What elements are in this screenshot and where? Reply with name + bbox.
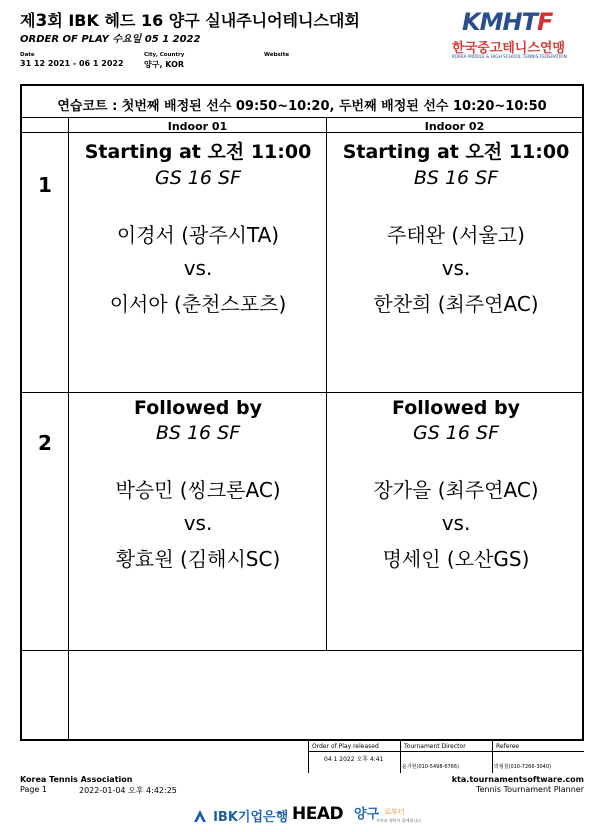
released-value: 04 1 2022 오후 4:41 xyxy=(324,756,384,763)
referee-value: 박형철(010-7266-3040) xyxy=(494,764,551,770)
yanggu-subtext: 자연과 행복이 함께합니다 xyxy=(376,818,422,823)
director-value: 윤기현(010-5498-6766) xyxy=(402,764,459,770)
versus-label: vs. xyxy=(183,511,213,535)
logo-wordmark: KMHTF xyxy=(462,8,553,36)
match-event: GS 16 SF xyxy=(154,167,242,189)
practice-court-notice: 연습코트 : 첫번째 배정된 선수 09:50~10:20, 두번째 배정된 선수 10:20~10:50 xyxy=(57,99,547,114)
divider xyxy=(22,117,582,118)
match-start-time: Starting at 오전 11:00 xyxy=(84,141,312,163)
player-1: 장가을 (최주연AC) xyxy=(373,478,539,502)
city-value: 양구, KOR xyxy=(144,60,185,69)
match-event: GS 16 SF xyxy=(412,422,500,444)
page-number: Page 1 xyxy=(20,785,47,794)
ibk-mark-icon xyxy=(192,808,208,824)
officials-table xyxy=(308,741,584,773)
divider xyxy=(22,392,582,393)
referee-label: Referee xyxy=(496,743,520,750)
divider xyxy=(308,741,309,773)
divider xyxy=(400,741,401,773)
match-start-time: Followed by xyxy=(134,397,262,419)
match-cell xyxy=(69,137,327,317)
order-of-play-subtitle: ORDER OF PLAY 수요일 05 1 2022 xyxy=(20,34,201,45)
player-2: 이서아 (춘천스포츠) xyxy=(109,292,287,316)
player-1: 주태완 (서울고) xyxy=(387,223,525,247)
ibk-logo xyxy=(192,805,288,825)
player-2: 황효원 (김해시SC) xyxy=(115,547,281,571)
match-start-time: Followed by xyxy=(392,397,520,419)
yanggu-tagline: 로부터 xyxy=(384,808,405,816)
website-label: Website xyxy=(264,52,290,58)
versus-label: vs. xyxy=(183,256,213,280)
match-cell xyxy=(69,397,327,572)
logo-english-name: KOREA MIDDLE & HIGH SCHOOL TENNIS FEDERATION xyxy=(452,55,567,60)
versus-label: vs. xyxy=(441,511,471,535)
sponsor-bar xyxy=(180,803,440,827)
match-cell xyxy=(327,137,585,317)
row-number: 2 xyxy=(38,431,52,455)
director-label: Tournament Director xyxy=(404,743,466,750)
court-header-2: Indoor 02 xyxy=(424,120,485,133)
ibk-wordmark: IBK기업은행 xyxy=(213,810,289,825)
date-label: Date xyxy=(20,52,35,58)
logo-korean-name: 한국중고테니스연맹 xyxy=(452,41,566,56)
order-of-play-table xyxy=(20,84,584,741)
match-event: BS 16 SF xyxy=(155,422,241,444)
player-1: 박승민 (씽크론AC) xyxy=(115,478,281,502)
federation-logo xyxy=(452,8,592,64)
match-cell xyxy=(327,397,585,572)
date-value: 31 12 2021 - 06 1 2022 xyxy=(20,59,124,68)
website-link[interactable]: kta.tournamentsoftware.com xyxy=(451,775,584,784)
player-1: 이경서 (광주시TA) xyxy=(116,223,280,247)
association-name: Korea Tennis Association xyxy=(20,775,133,784)
divider xyxy=(22,650,582,651)
head-logo: HEAD xyxy=(292,804,344,824)
printed-timestamp: 2022-01-04 오후 4:42:25 xyxy=(79,786,177,795)
versus-label: vs. xyxy=(441,256,471,280)
row-number: 1 xyxy=(38,173,52,197)
match-event: BS 16 SF xyxy=(413,167,499,189)
software-credit: Tennis Tournament Planner xyxy=(476,785,584,794)
divider xyxy=(308,751,584,752)
yanggu-wordmark: 양구 xyxy=(354,807,380,822)
player-2: 명세인 (오산GS) xyxy=(382,547,530,571)
divider xyxy=(492,741,493,773)
match-start-time: Starting at 오전 11:00 xyxy=(342,141,570,163)
yanggu-logo xyxy=(354,803,421,824)
released-label: Order of Play released xyxy=(312,743,379,750)
tournament-title: 제3회 IBK 헤드 16 양구 실내주니어테니스대회 xyxy=(20,11,360,31)
court-header-1: Indoor 01 xyxy=(167,120,228,133)
city-label: City, Country xyxy=(144,52,185,58)
player-2: 한찬희 (최주연AC) xyxy=(373,292,539,316)
